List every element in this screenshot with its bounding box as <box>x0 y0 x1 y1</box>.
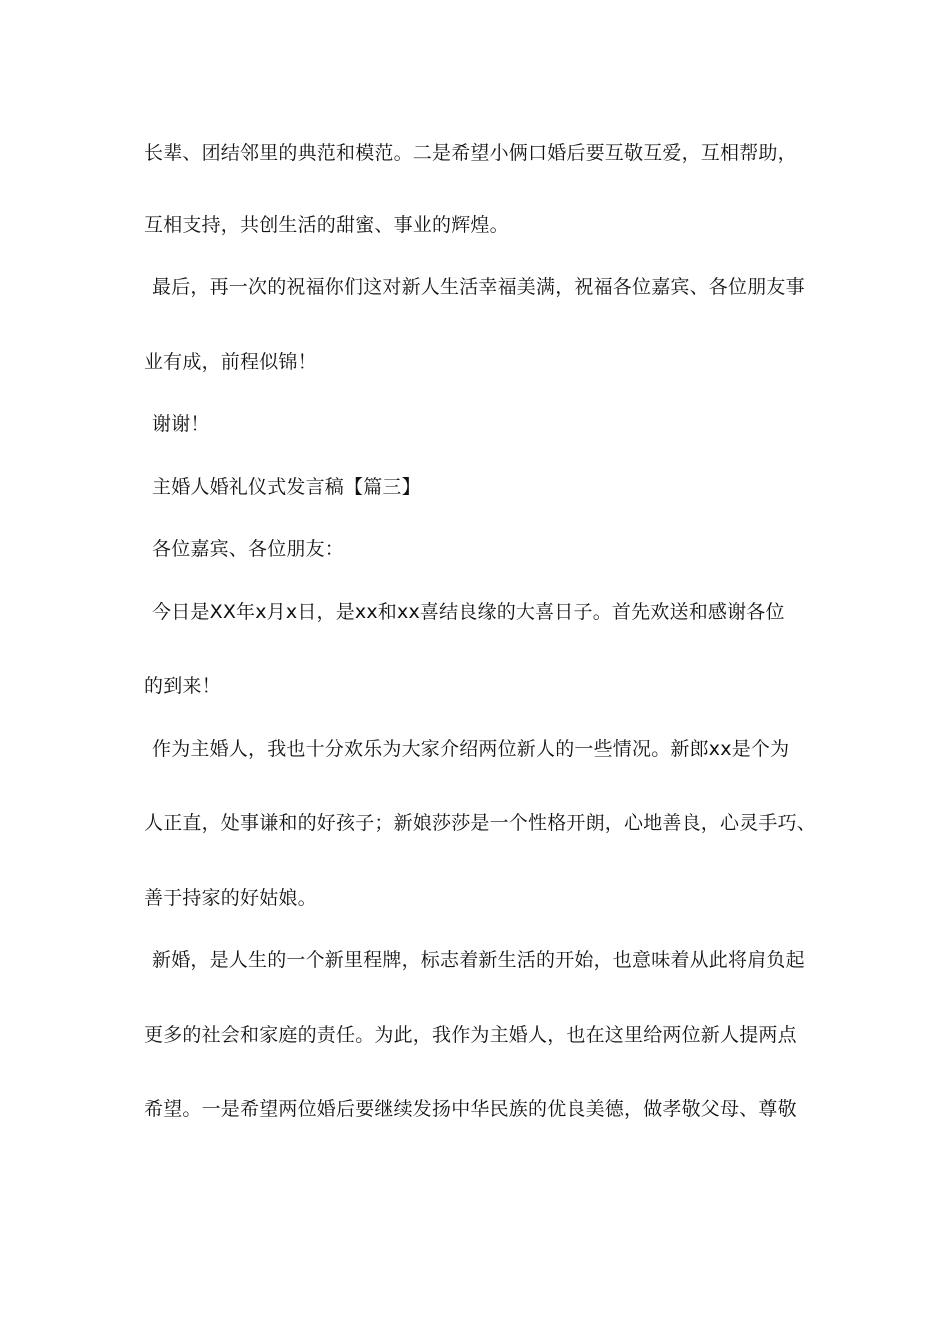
text-line-12: 善于持家的好姑娘。 <box>144 887 317 909</box>
text-line-3: 最后，再一次的祝福你们这对新人生活幸福美满，祝福各位嘉宾、各位朋友事 <box>152 276 805 298</box>
text-line-9: 的到来！ <box>144 675 221 697</box>
text-line-14: 更多的社会和家庭的责任。为此，我作为主婚人，也在这里给两位新人提两点 <box>144 1024 797 1046</box>
text-line-13: 新婚，是人生的一个新里程牌，标志着新生活的开始，也意味着从此将肩负起 <box>152 949 805 971</box>
text-line-1: 长辈、团结邻里的典范和模范。二是希望小俩口婚后要互敬互爱，互相帮助， <box>144 142 797 164</box>
text-line-7: 各位嘉宾、各位朋友： <box>152 538 345 560</box>
text-line-10: 作为主婚人，我也十分欢乐为大家介绍两位新人的一些情况。新郎xx是个为 <box>152 738 790 760</box>
text-line-11: 人正直，处事谦和的好孩子；新娘莎莎是一个性格开朗，心地善良，心灵手巧、 <box>144 812 817 834</box>
text-line-4: 业有成，前程似锦！ <box>144 351 317 373</box>
text-line-8: 今日是XX年x月x日，是xx和xx喜结良缘的大喜日子。首先欢送和感谢各位 <box>152 601 785 623</box>
text-line-5: 谢谢！ <box>152 413 210 435</box>
text-line-15: 希望。一是希望两位婚后要继续发扬中华民族的优良美德，做孝敬父母、尊敬 <box>144 1098 797 1120</box>
text-line-2: 互相支持，共创生活的甜蜜、事业的辉煌。 <box>144 214 509 236</box>
section-heading: 主婚人婚礼仪式发言稿【篇三】 <box>152 476 421 498</box>
